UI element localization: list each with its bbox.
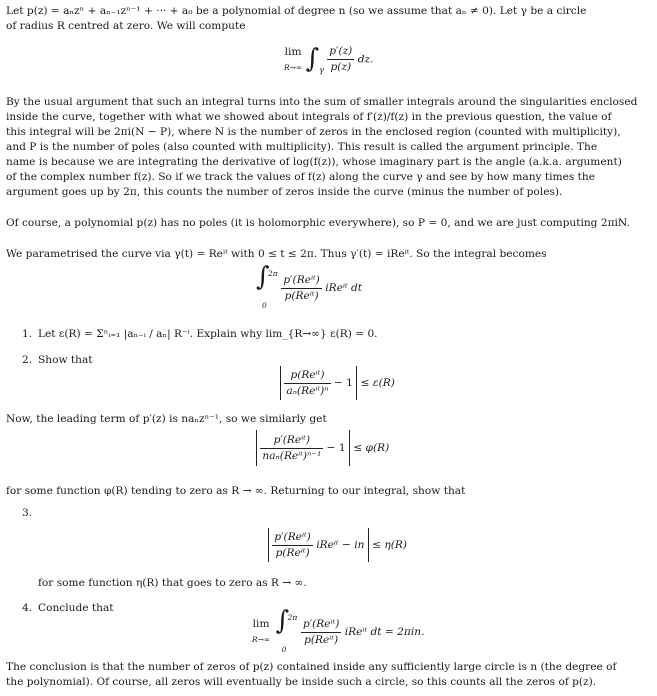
explain-line: By the usual argument that such an integral turns into the sum of smaller integrals around the singularities enclosed [6, 96, 638, 108]
integral-upper-limit: 2π [287, 613, 298, 622]
fraction-denominator: p(z) [330, 61, 352, 73]
limit-text: lim [252, 618, 270, 630]
fraction [260, 433, 323, 464]
equation-epsilon-bound [280, 366, 395, 400]
limit-operator [284, 45, 302, 75]
integral-upper-limit: 2π [268, 269, 278, 278]
abs-right-bar [349, 430, 350, 466]
explain-line: inside the curve, together with what we showed about integrals of f′(z)/f(z) in the previous question, the value of [6, 111, 612, 123]
item-number-1: 1. [22, 328, 33, 340]
item-4-text: Conclude that [38, 602, 114, 614]
integral-lower-limit: 0 [262, 301, 267, 310]
fraction-numerator: p′(z) [327, 44, 354, 60]
limit-text: lim [284, 45, 302, 58]
equation-tail: iReⁱᵗ dt = 2πin. [344, 626, 425, 638]
limit-subscript: R→∞ [284, 62, 303, 72]
fraction-numerator: p′(Reⁱᵗ) [260, 433, 323, 449]
item-1-text: Let ε(R) = Σⁿᵢ₌₁ |aₙ₋ᵢ / aₙ| R⁻ⁱ. Explain why lim_{R→∞} ε(R) = 0. [38, 328, 378, 340]
explain-line: name is because we are integrating the derivative of log(f(z)), whose imaginary part is the angle (a.k.a. argument) [6, 156, 622, 168]
fraction-numerator: p(Reⁱᵗ) [284, 368, 330, 384]
equation-minus-one: − 1 [326, 442, 346, 454]
equation-tail: iReⁱᵗ − in [316, 539, 365, 551]
leading-term-text: Now, the leading term of p′(z) is naₙzⁿ⁻¹, so we similarly get [6, 413, 327, 425]
definite-integral [254, 262, 278, 310]
integral-sign: ∫ [305, 44, 320, 74]
explain-line: argument goes up by 2π, this counts the number of zeros inside the curve (minus the number of poles). [6, 186, 563, 198]
polynomial-note: Of course, a polynomial p(z) has no poles (it is holomorphic everywhere), so P = 0, and we are just computing 2πiN. [6, 217, 630, 229]
conclusion-line-2: the polynomial). Of course, all zeros will eventually be inside such a circle, so this counts all the zeros of p(z). [6, 676, 597, 688]
abs-right-bar [368, 528, 369, 562]
fraction [327, 44, 354, 75]
fraction-denominator: p(Reⁱᵗ) [304, 633, 339, 646]
explain-line: of the complex number f(z). So if we track the values of f(z) along the curve γ and see by how many times the [6, 171, 596, 183]
fraction-denominator: aₙ(Reⁱᵗ)ⁿ [286, 384, 329, 397]
conclusion-paragraph [6, 660, 651, 690]
intro-paragraph [6, 4, 651, 34]
fraction [284, 368, 330, 399]
item-number-2: 2. [22, 354, 33, 366]
limit-operator [252, 617, 270, 647]
for-some-function-text: for some function φ(R) tending to zero as R → ∞. Returning to our integral, show that [6, 485, 466, 497]
explain-line: this integral will be 2πi(N − P), where N is the number of zeros in the enclosed region (counted with multiplicity), [6, 126, 621, 138]
integral-sign: ∫ [256, 262, 270, 292]
item-2-text: Show that [38, 354, 93, 366]
abs-left-bar [256, 430, 257, 466]
fraction [301, 617, 341, 648]
argument-principle-paragraph [6, 95, 651, 200]
parametrisation-text: We parametrised the curve via γ(t) = Reⁱᵗ with 0 ≤ t ≤ 2π. Thus γ′(t) = iReⁱᵗ. So the integral becomes [6, 248, 547, 260]
fraction-denominator: naₙ(Reⁱᵗ)ⁿ⁻¹ [262, 449, 322, 462]
fraction-denominator: p(Reⁱᵗ) [275, 546, 310, 559]
intro-line-1: Let p(z) = aₙzⁿ + aₙ₋₁zⁿ⁻¹ + ··· + a₀ be a polynomial of degree n (so we assume that aₙ ≠ 0). Let γ be a circle [6, 5, 587, 17]
equation-rhs: ≤ φ(R) [353, 442, 390, 454]
contour-label: γ [319, 65, 324, 75]
abs-left-bar [268, 528, 269, 562]
integral-lower-limit: 0 [281, 645, 287, 654]
integral-sign: ∫ [275, 606, 290, 636]
equation-rhs: ≤ ε(R) [360, 377, 395, 389]
definite-integral [274, 606, 298, 654]
equation-parametrised-integral [254, 262, 362, 310]
abs-left-bar [280, 366, 281, 400]
fraction [281, 273, 321, 304]
equation-rhs: ≤ η(R) [372, 539, 407, 551]
item-number-3: 3. [22, 507, 33, 519]
equation-conclusion [252, 606, 425, 654]
abs-right-bar [356, 366, 357, 400]
equation-eta-bound [268, 528, 407, 562]
equation-tail: iReⁱᵗ dt [325, 282, 362, 294]
equation-phi-bound [256, 430, 389, 466]
equation-minus-one: − 1 [333, 377, 353, 389]
fraction-numerator: p′(Reⁱᵗ) [281, 273, 321, 289]
eta-note: for some function η(R) that goes to zero as R → ∞. [38, 577, 307, 589]
conclusion-line-1: The conclusion is that the number of zeros of p(z) contained inside any sufficiently large circle is n (the degree of [6, 661, 617, 673]
explain-line: and P is the number of poles (also counted with multiplicity). This result is called the argument principle. The [6, 141, 598, 153]
equation-tail: dz. [357, 53, 374, 66]
fraction-denominator: p(Reⁱᵗ) [284, 289, 319, 302]
equation-limit-contour-integral [284, 44, 373, 78]
item-number-4: 4. [22, 602, 33, 614]
limit-subscript: R→∞ [252, 635, 271, 644]
fraction [272, 530, 312, 561]
fraction-numerator: p′(Reⁱᵗ) [272, 530, 312, 546]
intro-line-2: of radius R centred at zero. We will compute [6, 20, 246, 32]
fraction-numerator: p′(Reⁱᵗ) [301, 617, 341, 633]
